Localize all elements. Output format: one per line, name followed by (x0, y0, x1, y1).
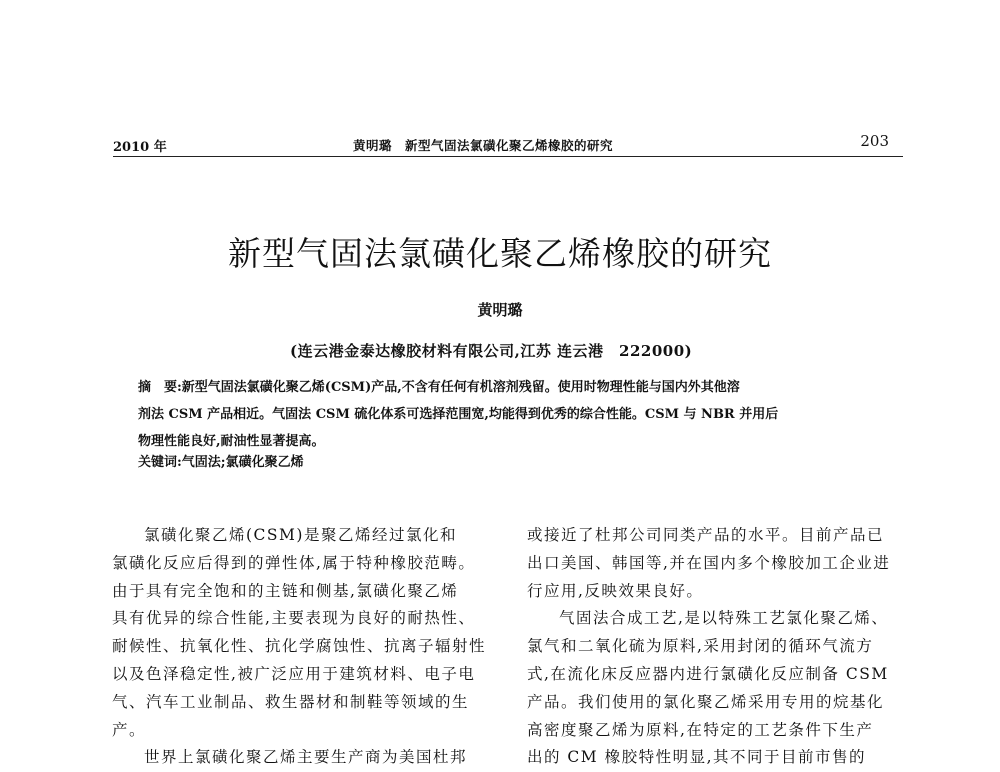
keywords: 关键词:气固法;氯磺化聚乙烯 (138, 455, 304, 470)
body-line: 行应用,反映效果良好。 (527, 581, 704, 600)
abstract-line: 摘 要:新型气固法氯磺化聚乙烯(CSM)产品,不含有任何有机溶剂残留。使用时物理性能与国内外其他溶 (138, 380, 740, 395)
body-line: 氯气和二氧化硫为原料,采用封闭的循环气流方 (527, 637, 874, 656)
body-line: 高密度聚乙烯为原料,在特定的工艺条件下生产 (527, 720, 874, 739)
abstract-line: 剂法 CSM 产品相近。气固法 CSM 硫化体系可选择范围宽,均能得到优秀的综合性能。CSM 与 NBR 并用后 (138, 407, 779, 422)
body-line: 产。 (112, 720, 147, 739)
body-line: 气、汽车工业制品、救生器材和制鞋等领域的生 (112, 692, 470, 711)
body-line: 气固法合成工艺,是以特殊工艺氯化聚乙烯、 (559, 609, 889, 628)
body-line: 耐候性、抗氧化性、抗化学腐蚀性、抗离子辐射性 (112, 637, 487, 656)
body-line: 以及色泽稳定性,被广泛应用于建筑材料、电子电 (112, 664, 476, 683)
running-header (113, 132, 903, 157)
header-year: 2010 年 (113, 140, 167, 155)
abstract (138, 374, 880, 455)
body-line: 产品。我们使用的氯化聚乙烯采用专用的烷基化 (527, 692, 885, 711)
paper-title: 新型气固法氯磺化聚乙烯橡胶的研究 (228, 234, 772, 273)
author-affiliation: (连云港金泰达橡胶材料有限公司,江苏 连云港 222000) (290, 342, 693, 360)
body-line: 由于具有完全饱和的主链和侧基,氯磺化聚乙烯 (112, 581, 459, 600)
author-name: 黄明璐 (477, 301, 523, 319)
body-line: 或接近了杜邦公司同类产品的水平。目前产品已 (527, 526, 885, 544)
body-line: 氯磺化反应后得到的弹性体,属于特种橡胶范畴。 (112, 553, 476, 572)
body-line: 氯磺化聚乙烯(CSM)是聚乙烯经过氯化和 (144, 526, 457, 544)
body-line: 出的 CM 橡胶特性明显,其不同于目前市售的 (527, 748, 867, 767)
body-line: 式,在流化床反应器内进行氯磺化反应制备 CSM (527, 664, 889, 683)
body-line: 具有优异的综合性能,主要表现为良好的耐热性、 (112, 609, 476, 628)
body-right-column (527, 522, 899, 772)
body-left-column (112, 522, 487, 772)
page-number: 203 (860, 132, 889, 150)
abstract-line: 物理性能良好,耐油性显著提高。 (138, 434, 325, 449)
header-running-title: 黄明璐 新型气固法氯磺化聚乙烯橡胶的研究 (353, 138, 614, 153)
body-line: 出口美国、韩国等,并在国内多个橡胶加工企业进 (527, 553, 891, 572)
body-line: 世界上氯磺化聚乙烯主要生产商为美国杜邦 (144, 748, 468, 767)
